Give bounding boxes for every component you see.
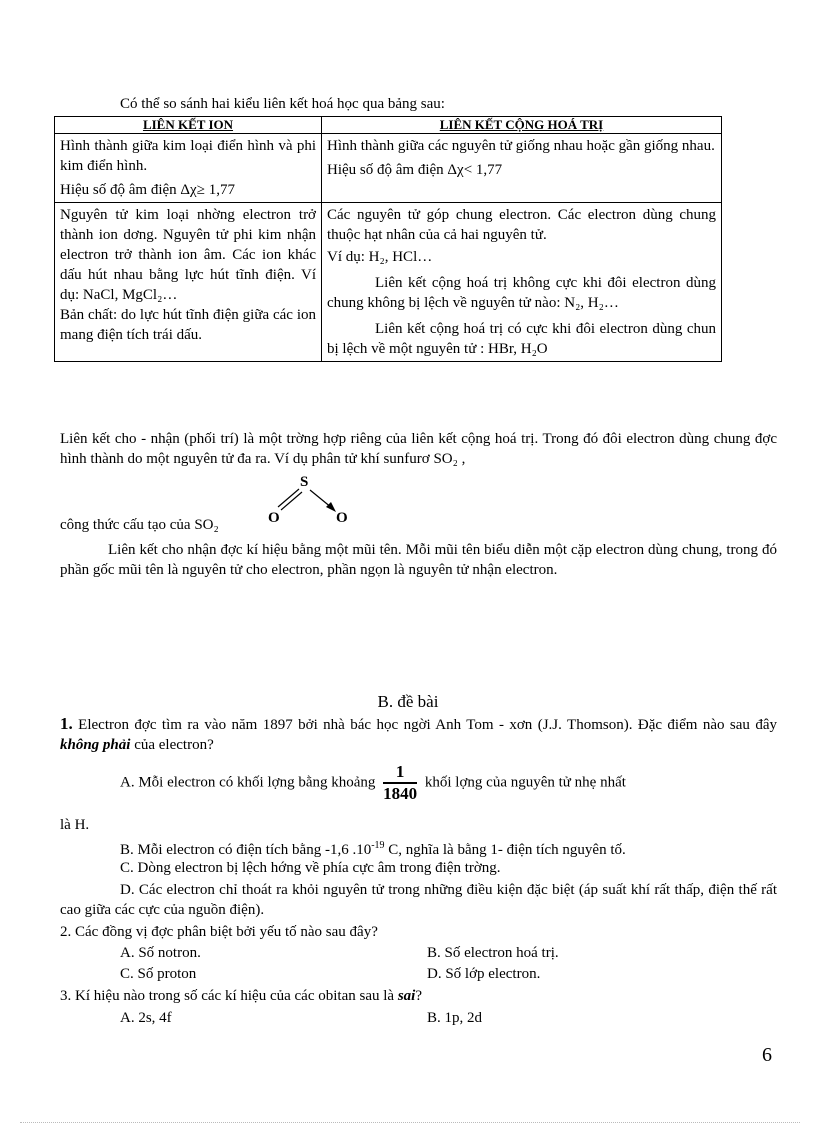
so2-structure-diagram <box>262 470 352 530</box>
ionic-electronegativity <box>60 180 316 200</box>
option-b-suffix: C, nghĩa là bằng 1- điện tích nguyên tố. <box>384 842 626 858</box>
nonpolar-covalent-text: Liên kết cộng hoá trị không cực khi đôi electron dùng chung không bị lệch về nguyên tử nào: N₂, H₂… <box>327 275 716 311</box>
question-1 <box>60 714 777 755</box>
question-3-emphasis: sai <box>397 988 416 1004</box>
coordination-bond-paragraph: Liên kết cho - nhận (phối trí) là một trờng hợp riêng của liên kết cộng hoá trị. Trong đó đôi electron dùng chung đợc hình thành do một nguyên tử đa ra. Ví dụ phân tử khí sunfurơ SO₂ , <box>60 431 777 467</box>
q2-option-b: B. Số electron hoá trị. <box>427 945 559 961</box>
fraction-denominator: 1840 <box>383 784 418 803</box>
ionic-mechanism-text: Nguyên tử kim loại nhờng electron trở thành ion dơng. Nguyên tử phi kim nhận electron trở thành ion âm. Các ion khác dấu hút nhau bằng lực hút tĩnh điện. Ví dụ: NaCl, MgCl₂… <box>60 207 316 303</box>
comparison-table <box>54 116 722 362</box>
q3-option-a: A. 2s, 4f <box>120 1010 172 1026</box>
oxygen-atom-label-right: O <box>336 510 348 526</box>
question-1-text: Electron đợc tìm ra vào năm 1897 bởi nhà bác học ngời Anh Tom - xơn (J.J. Thomson). Đặc điểm nào sau đây <box>72 717 777 733</box>
question-3 <box>60 986 422 1006</box>
question-3-text: 3. Kí hiệu nào trong số các kí hiệu của các obitan sau là <box>60 988 398 1004</box>
q1-option-a-continued: là H. <box>60 817 90 833</box>
option-a-suffix: khối lợng của nguyên tử nhẹ nhất <box>424 774 626 791</box>
header-covalent-bond: LIÊN KẾT CỘNG HOÁ TRỊ <box>322 117 722 134</box>
intro-text: Có thể so sánh hai kiểu liên kết hoá học qua bảng sau: <box>120 96 445 112</box>
q2-option-a: A. Số notron. <box>120 945 201 961</box>
q2-option-c: C. Số proton <box>120 966 197 982</box>
arrow-notation-paragraph: Liên kết cho nhận đợc kí hiệu bằng một mũi tên. Mỗi mũi tên biểu diễn một cặp electron dùng chung, trong đó phần gốc mũi tên là nguyên tử cho electron, phần ngọn là nguyên tử nhận electron. <box>60 542 777 578</box>
cell-covalent-mechanism <box>322 203 722 362</box>
q1-option-c: C. Dòng electron bị lệch hớng về phía cực âm trong điện trờng. <box>120 860 501 876</box>
question-2: 2. Các đồng vị đợc phân biệt bởi yếu tố nào sau đây? <box>60 924 378 940</box>
q3-option-b: B. 1p, 2d <box>427 1010 483 1026</box>
question-3-tail: ? <box>415 988 422 1004</box>
covalent-formation-text: Hình thành giữa các nguyên tử giống nhau hoặc gần giống nhau. <box>327 138 715 154</box>
structure-caption: công thức cấu tạo của SO₂ <box>60 517 219 533</box>
ionic-formation-text: Hình thành giữa kim loại điển hình và phi kim điển hình. <box>60 138 316 174</box>
q1-option-b <box>120 836 626 860</box>
electronegativity-value: Δχ< 1,77 <box>447 162 503 178</box>
ionic-nature-text: Bản chất: do lực hút tĩnh điện giữa các ion mang điện tích trái dấu. <box>60 307 316 343</box>
option-b-exponent: -19 <box>371 840 385 851</box>
section-title: B. đề bài <box>377 692 439 711</box>
electronegativity-label: Hiệu số độ âm điện <box>327 162 448 178</box>
question-1-number: 1. <box>60 714 73 733</box>
question-1-tail: của electron? <box>130 737 214 753</box>
option-b-prefix: B. Mỗi electron có điện tích bằng -1,6 .10 <box>120 842 372 858</box>
option-a-prefix: A. Mỗi electron có khối lợng bằng khoảng <box>120 774 376 791</box>
covalent-example-text: Ví dụ: H₂, HCl… <box>327 249 433 265</box>
question-1-emphasis: không phải <box>60 737 131 753</box>
q1-option-d: D. Các electron chỉ thoát ra khỏi nguyên tử trong những điều kiện đặc biệt (áp suất khí rất thấp, điện thế rất cao giữa các cực của nguồn điện). <box>60 882 777 918</box>
page-number: 6 <box>762 1044 772 1066</box>
covalent-mechanism-text: Các nguyên tử góp chung electron. Các electron dùng chung thuộc hạt nhân của cả hai nguyên tử. <box>327 207 716 243</box>
q1-option-a <box>120 762 626 804</box>
cell-ionic-mechanism <box>55 203 322 362</box>
electronegativity-value: Δχ≥ 1,77 <box>180 182 235 198</box>
table-row <box>55 203 722 362</box>
oxygen-atom-label-left: O <box>268 510 280 526</box>
fraction-1-1840 <box>383 762 417 804</box>
arrow-head <box>326 502 336 512</box>
header-ionic-bond: LIÊN KẾT ION <box>55 117 322 134</box>
cell-covalent-formation <box>322 134 722 203</box>
fraction-numerator: 1 <box>383 762 417 784</box>
q2-option-d: D. Số lớp electron. <box>427 966 541 982</box>
covalent-electronegativity <box>327 160 716 180</box>
sulfur-atom-label: S <box>300 474 309 490</box>
table-row <box>55 134 722 203</box>
table-header-row <box>55 117 722 134</box>
cell-ionic-formation <box>55 134 322 203</box>
polar-covalent-text: Liên kết cộng hoá trị có cực khi đôi electron dùng chun bị lệch về một nguyên tử : HBr, H₂O <box>327 321 716 357</box>
electronegativity-label: Hiệu số độ âm điện <box>60 182 181 198</box>
